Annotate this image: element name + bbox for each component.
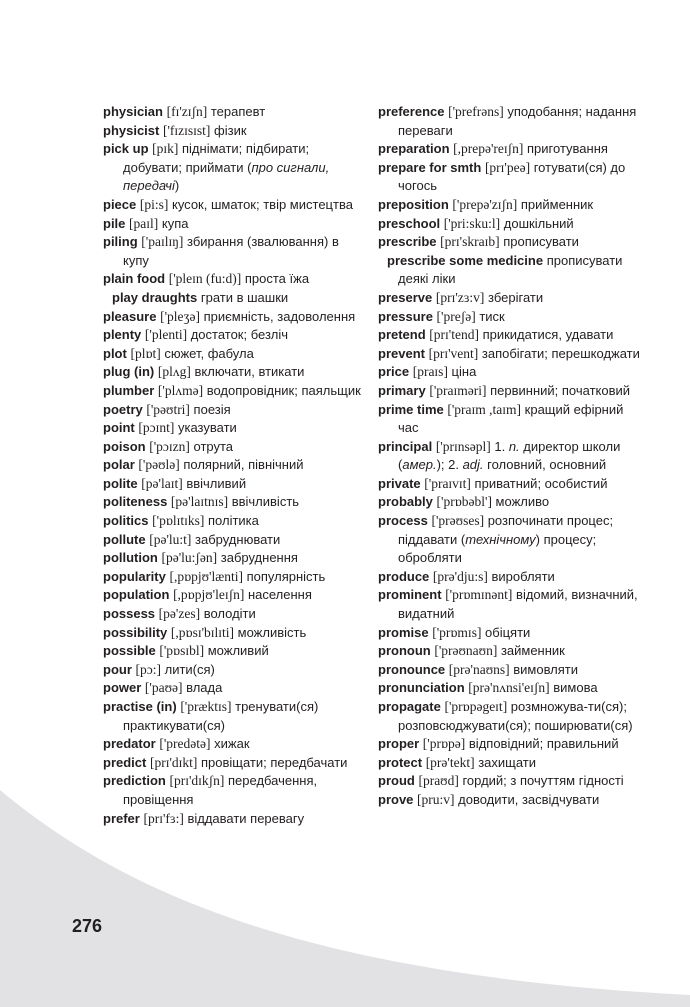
headword: pour xyxy=(103,661,132,677)
transcription: ['paʊə] xyxy=(144,680,183,696)
headword: pronunciation xyxy=(378,680,465,696)
dictionary-entry xyxy=(103,605,365,624)
transcription: [prɪ'tend] xyxy=(429,327,479,343)
headword: preposition xyxy=(378,196,449,212)
translation-text: ) xyxy=(174,178,180,194)
translation-text: грати в шашки xyxy=(197,289,289,305)
dictionary-entry xyxy=(378,772,640,791)
translation-text: ) процесу; обробляти xyxy=(398,531,597,566)
headword: promise xyxy=(378,624,429,640)
dictionary-entry xyxy=(378,754,640,773)
transcription: ['prəʊses] xyxy=(431,513,485,529)
transcription: ['prefrəns] xyxy=(448,104,504,119)
transcription: ['prɒbəbl'] xyxy=(436,494,492,510)
dictionary-entry xyxy=(378,698,640,735)
transcription: ['prɪnsəpl] xyxy=(435,438,491,454)
transcription: [prə'dju:s] xyxy=(432,568,488,584)
headword: prescribe some medicine xyxy=(387,252,544,268)
headword: proper xyxy=(378,736,420,752)
headword: possible xyxy=(103,643,156,659)
headword: physician xyxy=(103,104,163,119)
translation-text: ); 2. xyxy=(436,457,463,473)
headword: preference xyxy=(378,104,445,119)
headword: possess xyxy=(103,606,156,622)
transcription: ['pɒlɪtɪks] xyxy=(152,513,205,529)
dictionary-entry xyxy=(103,215,365,234)
headword: physicist xyxy=(103,122,160,138)
transcription: ['prɒmɪs] xyxy=(432,624,482,640)
headword: prime time xyxy=(378,401,444,417)
headword: plumber xyxy=(103,382,155,398)
transcription: [pə'zes] xyxy=(158,606,201,622)
translation-text: забруднення xyxy=(217,550,298,566)
dictionary-entry xyxy=(378,438,640,475)
translation-text: директор школи ( xyxy=(398,438,621,473)
transcription: ['prəʊnaʊn] xyxy=(434,643,498,659)
dictionary-entry xyxy=(378,289,640,308)
dictionary-entry xyxy=(103,754,365,773)
dictionary-entry xyxy=(103,308,365,327)
headword: prefer xyxy=(103,810,140,826)
headword: preparation xyxy=(378,141,450,157)
dictionary-entry xyxy=(103,456,365,475)
translation-text: прийменник xyxy=(517,196,594,212)
headword: prediction xyxy=(103,773,166,789)
headword: politeness xyxy=(103,494,168,510)
translation-text: забруднювати xyxy=(191,531,281,547)
translation-text: уподобання; надання переваги xyxy=(398,104,637,138)
translation-text: ввічливість xyxy=(228,494,300,510)
headword: principal xyxy=(378,438,433,454)
transcription: [fɪ'zɪʃn] xyxy=(166,104,208,119)
translation-text: провіщати; передбачати xyxy=(197,754,348,770)
transcription: ['pɔɪzn] xyxy=(149,438,190,454)
transcription: [pə'laɪtnɪs] xyxy=(170,494,229,510)
dictionary-entry xyxy=(378,382,640,401)
transcription: ['prɒpə] xyxy=(422,736,466,752)
translation-text: водопровідник; паяльщик xyxy=(203,382,361,398)
headword: price xyxy=(378,364,410,380)
dictionary-entry xyxy=(103,289,365,308)
headword: point xyxy=(103,420,135,436)
dictionary-entry xyxy=(103,326,365,345)
transcription: ['paɪlɪŋ] xyxy=(141,234,184,250)
transcription: [prə'naʊns] xyxy=(448,661,510,677)
translation-text: населення xyxy=(244,587,312,603)
dictionary-entry xyxy=(103,772,365,809)
headword: popularity xyxy=(103,568,166,584)
translation-text: захищати xyxy=(474,754,537,770)
translation-text: займенник xyxy=(497,643,565,659)
dictionary-entry xyxy=(103,419,365,438)
dictionary-entry xyxy=(103,568,365,587)
translation-text: фізик xyxy=(210,122,247,138)
translation-text: зберігати xyxy=(484,289,544,305)
translation-text: тиск xyxy=(475,308,505,324)
transcription: [prɪ'skraɪb] xyxy=(440,234,500,250)
translation-text: піднімати; підбирати; добувати; приймати ( xyxy=(123,141,310,175)
dictionary-entry xyxy=(378,679,640,698)
headword: propagate xyxy=(378,699,441,714)
dictionary-entry xyxy=(103,679,365,698)
page-number: 276 xyxy=(72,916,103,936)
translation-text: передбачення, провіщення xyxy=(123,773,318,807)
dictionary-entry xyxy=(103,512,365,531)
transcription: [prɪ'fɜ:] xyxy=(143,810,184,826)
transcription: [prɪ'peə] xyxy=(484,159,531,175)
right-column xyxy=(378,103,640,810)
translation-text: амер. xyxy=(402,457,437,473)
dictionary-entry xyxy=(378,401,640,438)
transcription: ['plenti] xyxy=(144,327,188,343)
translation-text: політика xyxy=(204,513,259,529)
transcription: ['praɪməri] xyxy=(429,382,487,398)
translation-text: відповідний; правильний xyxy=(465,736,619,752)
transcription: [pɪk] xyxy=(152,141,179,157)
translation-text: збирання (звалювання) в купу xyxy=(123,234,339,268)
translation-text: купа xyxy=(158,215,189,231)
translation-text: кращий ефірний час xyxy=(398,401,624,436)
translation-text: дошкільний xyxy=(500,215,574,231)
translation-text: можливість xyxy=(234,624,307,640)
transcription: [prɪ'vent] xyxy=(428,345,479,361)
transcription: [pə'lu:t] xyxy=(149,531,192,547)
translation-text: отрута xyxy=(189,438,234,454)
transcription: ['pri:sku:l] xyxy=(443,215,501,231)
dictionary-entry xyxy=(378,568,640,587)
headword: pronounce xyxy=(378,661,446,677)
dictionary-entry xyxy=(103,493,365,512)
dictionary-entry xyxy=(378,252,640,289)
transcription: ['plʌmə] xyxy=(157,382,204,398)
headword: produce xyxy=(378,568,430,584)
transcription: [,pɒsɪ'bɪlɪti] xyxy=(170,624,235,640)
dictionary-entry xyxy=(378,215,640,234)
headword: pile xyxy=(103,215,126,231)
dictionary-entry xyxy=(378,791,640,810)
translation-text: поезія xyxy=(189,401,231,417)
translation-text: прописувати деякі ліки xyxy=(398,252,623,287)
translation-text: ввічливий xyxy=(182,475,247,491)
dictionary-entry xyxy=(378,661,640,680)
transcription: ['præktɪs] xyxy=(180,699,232,714)
dictionary-entry xyxy=(378,735,640,754)
transcription: [pə'lu:ʃən] xyxy=(161,550,218,566)
transcription: ['preʃə] xyxy=(436,308,476,324)
headword: pollution xyxy=(103,550,158,566)
dictionary-entry xyxy=(103,586,365,605)
dictionary-entry xyxy=(103,735,365,754)
translation-text: n. xyxy=(508,438,520,454)
headword: piling xyxy=(103,234,138,250)
dictionary-entry xyxy=(378,233,640,252)
headword: population xyxy=(103,587,170,603)
translation-text: приватний; особистий xyxy=(470,475,608,491)
headword: prepare for smth xyxy=(378,159,482,175)
headword: play draughts xyxy=(112,289,198,305)
translation-text: володіти xyxy=(200,606,256,622)
dictionary-entry xyxy=(378,308,640,327)
translation-text: виробляти xyxy=(487,568,555,584)
translation-text: розмножува-ти(ся); розповсюджувати(ся); поширювати(ся) xyxy=(398,699,633,733)
dictionary-entry xyxy=(103,363,365,382)
transcription: [pə'laɪt] xyxy=(141,475,183,491)
headword: plain food xyxy=(103,271,166,287)
headword: practise (in) xyxy=(103,699,177,714)
headword: pronoun xyxy=(378,643,431,659)
transcription: ['pəʊtri] xyxy=(146,401,190,417)
transcription: [plʌg] xyxy=(157,364,191,380)
dictionary-entry xyxy=(103,438,365,457)
dictionary-entry xyxy=(103,810,365,829)
translation-text: проста їжа xyxy=(241,271,310,287)
headword: probably xyxy=(378,494,433,510)
translation-text: прикидатися, удавати xyxy=(478,327,614,343)
headword: private xyxy=(378,475,421,491)
transcription: [pɔ:] xyxy=(135,661,161,677)
translation-text: указувати xyxy=(174,420,237,436)
dictionary-entry xyxy=(378,363,640,382)
translation-text: доводити, засвідчувати xyxy=(454,791,600,807)
translation-text: приготування xyxy=(523,141,608,157)
headword: predator xyxy=(103,736,156,752)
headword: possibility xyxy=(103,624,168,640)
headword: prescribe xyxy=(378,234,437,250)
headword: pick up xyxy=(103,141,149,157)
headword: polite xyxy=(103,475,138,491)
dictionary-entry xyxy=(378,512,640,568)
transcription: [pru:v] xyxy=(417,791,455,807)
transcription: [prə'tekt] xyxy=(425,754,475,770)
headword: poetry xyxy=(103,401,143,417)
translation-text: хижак xyxy=(210,736,250,752)
translation-text: запобігати; перешкоджати xyxy=(478,345,640,361)
headword: polar xyxy=(103,457,135,473)
transcription: ['pleʒə] xyxy=(160,308,201,324)
translation-text: приємність, задоволення xyxy=(200,308,356,324)
dictionary-entry xyxy=(378,159,640,196)
dictionary-entry xyxy=(103,233,365,270)
transcription: [praɪs] xyxy=(412,364,448,380)
dictionary-entry xyxy=(103,345,365,364)
dictionary-entry xyxy=(378,642,640,661)
dictionary-entry xyxy=(378,624,640,643)
dictionary-entry xyxy=(103,196,365,215)
headword: pressure xyxy=(378,308,433,324)
headword: prevent xyxy=(378,345,425,361)
translation-text: 1. xyxy=(490,438,509,454)
headword: plenty xyxy=(103,327,142,343)
dictionary-entry xyxy=(378,345,640,364)
translation-text: влада xyxy=(182,680,223,696)
transcription: ['fɪzɪsɪst] xyxy=(162,122,211,138)
translation-text: готувати(ся) до чогось xyxy=(398,159,626,194)
transcription: [pi:s] xyxy=(139,196,169,212)
translation-text: можливий xyxy=(204,643,269,659)
translation-text: розпочинати процес; піддавати ( xyxy=(398,513,614,547)
headword: plot xyxy=(103,345,127,361)
translation-text: популярність xyxy=(243,568,326,584)
transcription: ['praɪvɪt] xyxy=(424,475,471,491)
dictionary-entry xyxy=(378,196,640,215)
translation-text: adj. xyxy=(462,457,484,473)
translation-text: можливо xyxy=(491,494,550,510)
headword: prove xyxy=(378,791,414,807)
dictionary-entry xyxy=(103,531,365,550)
dictionary-entry xyxy=(103,549,365,568)
translation-text: обіцяти xyxy=(481,624,531,640)
transcription: [plɒt] xyxy=(130,345,161,361)
transcription: [pɔɪnt] xyxy=(138,420,175,436)
transcription: ['prepə'zɪʃn] xyxy=(452,196,518,212)
transcription: ['pɒsɪbl] xyxy=(159,643,205,659)
dictionary-entry xyxy=(103,642,365,661)
transcription: [,pɒpjʊ'leɪʃn] xyxy=(173,587,245,603)
transcription: ['prɒmɪnənt] xyxy=(445,587,513,603)
translation-text: включати, втикати xyxy=(190,364,305,380)
transcription: ['pəʊlə] xyxy=(138,457,180,473)
transcription: [,pɒpjʊ'lænti] xyxy=(169,568,243,584)
dictionary-entry xyxy=(378,103,640,140)
dictionary-entry xyxy=(378,475,640,494)
headword: pleasure xyxy=(103,308,157,324)
transcription: ['pleɪn (fu:d)] xyxy=(168,271,242,287)
translation-text: кусок, шматок; твір мистецтва xyxy=(168,196,353,212)
headword: pretend xyxy=(378,327,426,343)
translation-text: ціна xyxy=(447,364,477,380)
headword: predict xyxy=(103,754,147,770)
translation-text: вимовляти xyxy=(509,661,579,677)
dictionary-entry xyxy=(378,140,640,159)
transcription: [,prepə'reɪʃn] xyxy=(453,141,524,157)
headword: prominent xyxy=(378,587,442,603)
headword: piece xyxy=(103,196,137,212)
dictionary-entry xyxy=(103,382,365,401)
dictionary-entry xyxy=(103,122,365,141)
headword: pollute xyxy=(103,531,146,547)
translation-text: відомий, визначний, видатний xyxy=(398,587,638,622)
headword: preschool xyxy=(378,215,441,231)
translation-text: технічному xyxy=(465,531,536,547)
translation-text: сюжет, фабула xyxy=(160,345,254,361)
translation-text: про сигнали, передачі xyxy=(123,159,330,194)
translation-text: первинний; початковий xyxy=(486,382,631,398)
translation-text: лити(ся) xyxy=(161,661,215,677)
headword: politics xyxy=(103,513,149,529)
dictionary-entry xyxy=(378,586,640,623)
dictionary-entry xyxy=(378,326,640,345)
transcription: [prɪ'dɪkʃn] xyxy=(169,773,225,789)
dictionary-entry xyxy=(103,103,365,122)
transcription: [praʊd] xyxy=(418,773,459,789)
translation-text: гордий; з почуттям гідності xyxy=(458,773,624,789)
headword: proud xyxy=(378,773,415,789)
transcription: ['prɒpəgeɪt] xyxy=(444,699,508,714)
left-column xyxy=(103,103,365,828)
translation-text: полярний, північний xyxy=(179,457,304,473)
translation-text: достаток; безліч xyxy=(187,327,289,343)
headword: process xyxy=(378,513,428,529)
transcription: ['praɪm ,taɪm] xyxy=(447,401,522,417)
headword: poison xyxy=(103,438,146,454)
transcription: [prɪ'zɜ:v] xyxy=(435,289,485,305)
dictionary-entry xyxy=(103,475,365,494)
headword: plug (in) xyxy=(103,364,155,380)
transcription: [prə'nʌnsi'eɪʃn] xyxy=(468,680,550,696)
headword: preserve xyxy=(378,289,433,305)
translation-text: віддавати перевагу xyxy=(183,810,305,826)
headword: primary xyxy=(378,382,426,398)
dictionary-entry xyxy=(103,624,365,643)
dictionary-entry xyxy=(103,140,365,196)
headword: power xyxy=(103,680,142,696)
translation-text: головний, основний xyxy=(483,457,607,473)
translation-text: вимова xyxy=(549,680,598,696)
transcription: [paɪl] xyxy=(129,215,159,231)
dictionary-entry xyxy=(103,270,365,289)
transcription: ['predətə] xyxy=(159,736,211,752)
translation-text: терапевт xyxy=(207,104,266,119)
translation-text: тренувати(ся) практикувати(ся) xyxy=(123,699,319,733)
dictionary-entry xyxy=(378,493,640,512)
dictionary-entry xyxy=(103,401,365,420)
transcription: [prɪ'dɪkt] xyxy=(149,754,198,770)
headword: protect xyxy=(378,754,423,770)
translation-text: прописувати xyxy=(499,234,579,250)
dictionary-entry xyxy=(103,661,365,680)
dictionary-entry xyxy=(103,698,365,735)
